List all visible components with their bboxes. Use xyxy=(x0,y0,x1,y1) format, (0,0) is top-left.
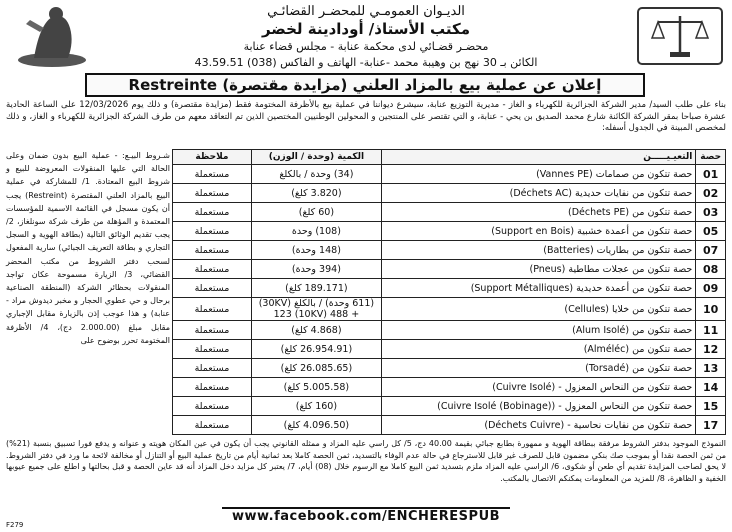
lot-description: حصة تتكون من النحاس المعزول - (Cuivre Isolé) xyxy=(381,378,695,397)
lot-quantity: (611 وحدة) / بالكلغ (30KV) + 123 (10KV) 488 xyxy=(251,298,381,321)
col-header-designation: التعيـيـــــن xyxy=(381,150,695,165)
table-row xyxy=(173,165,726,184)
table-row xyxy=(173,359,726,378)
lot-quantity: (4.868 كلغ) xyxy=(251,321,381,340)
statue-logo-icon xyxy=(4,2,100,70)
lot-description: حصة تتكون من أعمدة خشبية (Support en Bois) xyxy=(381,222,695,241)
lot-number: 10 xyxy=(696,298,726,321)
lot-quantity: (108) وحدة xyxy=(251,222,381,241)
lot-number: 15 xyxy=(696,397,726,416)
table-row xyxy=(173,222,726,241)
lot-note: مستعملة xyxy=(173,321,252,340)
table-header-row xyxy=(173,150,726,165)
lot-note: مستعملة xyxy=(173,222,252,241)
lot-note: مستعملة xyxy=(173,203,252,222)
lot-number: 08 xyxy=(696,260,726,279)
lot-note: مستعملة xyxy=(173,241,252,260)
lot-number: 01 xyxy=(696,165,726,184)
lot-number: 11 xyxy=(696,321,726,340)
lot-description: حصة تتكون من صمامات (Vannes PE) xyxy=(381,165,695,184)
table-row xyxy=(173,378,726,397)
court-info: محضـر قضـائي لدى محكمة عنابة - مجلس قضاء عنابة xyxy=(243,40,489,53)
sale-conditions: شـروط البيـع: - عملية البيع بدون ضمان وعلى الحالة التي عليها المنقولات المعروضة للبيع و شروط البيع المعتادة. 1/ للمشاركة في عملية البيع بالمزاد العلني المقتصرة (Restreint) يجب أن يكون مسجل في القائمة الاسمية للمؤسسات المعتمدة و المؤهلة من طرف شركة سونلغاز، 2/ يجب تقديم الوثائق التالية (بطاقة الهوية و السجل التجاري و بطاقة التعريف الجبائي) سارية المفعول لسحب دفتر الشروط من مكتب المحضر القضائي، 3/ الزيارة مسموحة عكان تواجد المنقولات بحظائر الشركة (المنطقة الصناعية برحال و حي عطوي الحجار و مخبر ديدوش مراد - عنابة) و هذا عوجب إذن بالزيارة مقابل الإجباري مقابل مبلغ (2.000.00 دج)، 4/ الأظرفة المختومة تحرر بوضوح على xyxy=(6,151,171,345)
lot-note: مستعملة xyxy=(173,279,252,298)
lot-number: 03 xyxy=(696,203,726,222)
lot-number: 02 xyxy=(696,184,726,203)
table-row xyxy=(173,184,726,203)
intro-paragraph xyxy=(6,100,726,135)
lot-quantity: (160 كلغ) xyxy=(251,397,381,416)
lot-description: حصة تتكون من عجلات مطاطية (Pneus) xyxy=(381,260,695,279)
lot-quantity: (394 وحدة) xyxy=(251,260,381,279)
lot-quantity: (5.005.58 كلغ) xyxy=(251,378,381,397)
lot-quantity: (34) وحدة / بالكلغ xyxy=(251,165,381,184)
lot-quantity: (26.954.91 كلغ) xyxy=(251,340,381,359)
table-row xyxy=(173,321,726,340)
intro-text: بناء على طلب السيد/ مدير الشركة الجزائرية للكهرباء و الغاز - مديرية التوزيع عنابة، سيشرع ديواننا في عملية بيع بالأظرفة المختومة فقط (مزايدة مقتصرة) و ذلك يوم 12/03/2026 على الساعة الحادية عشرة صباحا بمقر الشركة الكائنة شارع محمد الصديق بن يحي - عنابة، و التي تقتصر على المنتجين و المحولين الوطنيين المختصين الذين تم التعاقد معهم من طرف الشركة الجزائرية للكهرباء و الغاز، و ذلك لمخصص المبينة في الجدول أسفله: xyxy=(6,100,726,133)
col-header-quantity: الكمية (وحدة / الوزن) xyxy=(251,150,381,165)
lot-description: حصة تتكون من نفايات حديدية (Déchets AC) xyxy=(381,184,695,203)
col-header-lot: حصة xyxy=(696,150,726,165)
lot-quantity: (26.085.65 كلغ) xyxy=(251,359,381,378)
lot-note: مستعملة xyxy=(173,359,252,378)
table-row xyxy=(173,340,726,359)
lot-description: حصة تتكون من النحاس المعزول - (Cuivre Isolé (Bobinage)) xyxy=(381,397,695,416)
auction-title-banner: إعلان عن عملية بيع بالمزاد العلني (مزايدة مقتصرة) Restreinte xyxy=(85,73,645,97)
lot-description: حصة تتكون من أعمدة حديدية (Support Métalliques) xyxy=(381,279,695,298)
table-row xyxy=(173,260,726,279)
lot-note: مستعملة xyxy=(173,378,252,397)
lot-description: حصة تتكون من (Déchets PE) xyxy=(381,203,695,222)
lot-quantity: (189.171 كلغ) xyxy=(251,279,381,298)
lot-description: حصة تتكون من خلايا (Cellules) xyxy=(381,298,695,321)
table-row xyxy=(173,203,726,222)
lot-number: 12 xyxy=(696,340,726,359)
lot-quantity: (148 وحدة) xyxy=(251,241,381,260)
lot-note: مستعملة xyxy=(173,260,252,279)
lot-note: مستعملة xyxy=(173,165,252,184)
lot-note: مستعملة xyxy=(173,298,252,321)
facebook-link[interactable] xyxy=(0,507,732,524)
lot-note: مستعملة xyxy=(173,340,252,359)
office-name: الديـوان العمومـي للمحضـر القضائـي xyxy=(267,4,465,19)
lot-quantity: (4.096.50 كلغ) xyxy=(251,416,381,435)
lot-description: حصة تتكون من (Torsadé) xyxy=(381,359,695,378)
footer-conditions xyxy=(6,438,726,484)
table-row xyxy=(173,279,726,298)
lot-description: حصة تتكون من (Alum Isolé) xyxy=(381,321,695,340)
lot-number: 17 xyxy=(696,416,726,435)
lot-description: حصة تتكون من (Alméléc) xyxy=(381,340,695,359)
bailiff-name: مكتب الأستاذ/ أودادينة لخضر xyxy=(261,20,471,38)
footer-text: النموذج الموجود بدفتر الشروط مرفقة ببطاقة الهوية و ممهورة بطابع جبائي بقيمة 40.00 دج، 5/ كل راسي عليه المزاد و ممثله القانوني يجب أن يكون في عين المكان هويته و عنوانه و يدفع فورا تسبيق بنسبة (21%) من ثمن الحصة نقدا أو بموجب صك بنكي مضمون قابل للصرف غير قابل للاسترجاع في حالة عدم الوفاء بالتسديد، ثمن الحصة كاملا بعد ثمانية أيام من تاريخ عملية البيع أو التنازل أو مخالفة لائحة ما ورد في دفتر الشروط. لا يحق لصاحب المزايدة تقديم أي طعن أو شكوى، 6/ الراسي عليه المزاد ملزم بتسديد ثمن البيع كاملا مع الرسوم خلال (08) أيام، 7/ يعتبر كل مزايد دخل المزاد أنه قد عاين الحصة و قبل بحالتها و اطلع على جميع عيوبها الخفية و الظاهرة، 8/ للمزيد من المعلومات يمكنكم الاتصال بالمكتب. xyxy=(6,439,727,483)
lot-quantity: (3.820 كلغ) xyxy=(251,184,381,203)
justice-scales-emblem xyxy=(632,2,728,70)
table-row xyxy=(173,298,726,321)
lot-description: حصة تتكون من بطاريات (Batteries) xyxy=(381,241,695,260)
lot-number: 14 xyxy=(696,378,726,397)
lot-number: 07 xyxy=(696,241,726,260)
table-row xyxy=(173,397,726,416)
lot-number: 09 xyxy=(696,279,726,298)
address-phone: الكائن بـ 30 نهج بن وهيبة محمد -عنابة- الهاتف و الفاكس (038) 43.59.51 xyxy=(194,56,538,69)
lot-note: مستعملة xyxy=(173,184,252,203)
lot-number: 13 xyxy=(696,359,726,378)
table-row xyxy=(173,241,726,260)
table-row xyxy=(173,416,726,435)
lot-quantity: (60 كلغ) xyxy=(251,203,381,222)
lots-table xyxy=(172,149,726,435)
reference-code: F279 xyxy=(6,521,24,529)
lot-description: حصة تتكون من نفايات نحاسية - (Déchets Cuivre) xyxy=(381,416,695,435)
lot-note: مستعملة xyxy=(173,416,252,435)
col-header-note: ملاحظة xyxy=(173,150,252,165)
lot-number: 05 xyxy=(696,222,726,241)
lot-note: مستعملة xyxy=(173,397,252,416)
facebook-url[interactable]: www.facebook.com/ENCHERESPUB xyxy=(222,507,510,524)
